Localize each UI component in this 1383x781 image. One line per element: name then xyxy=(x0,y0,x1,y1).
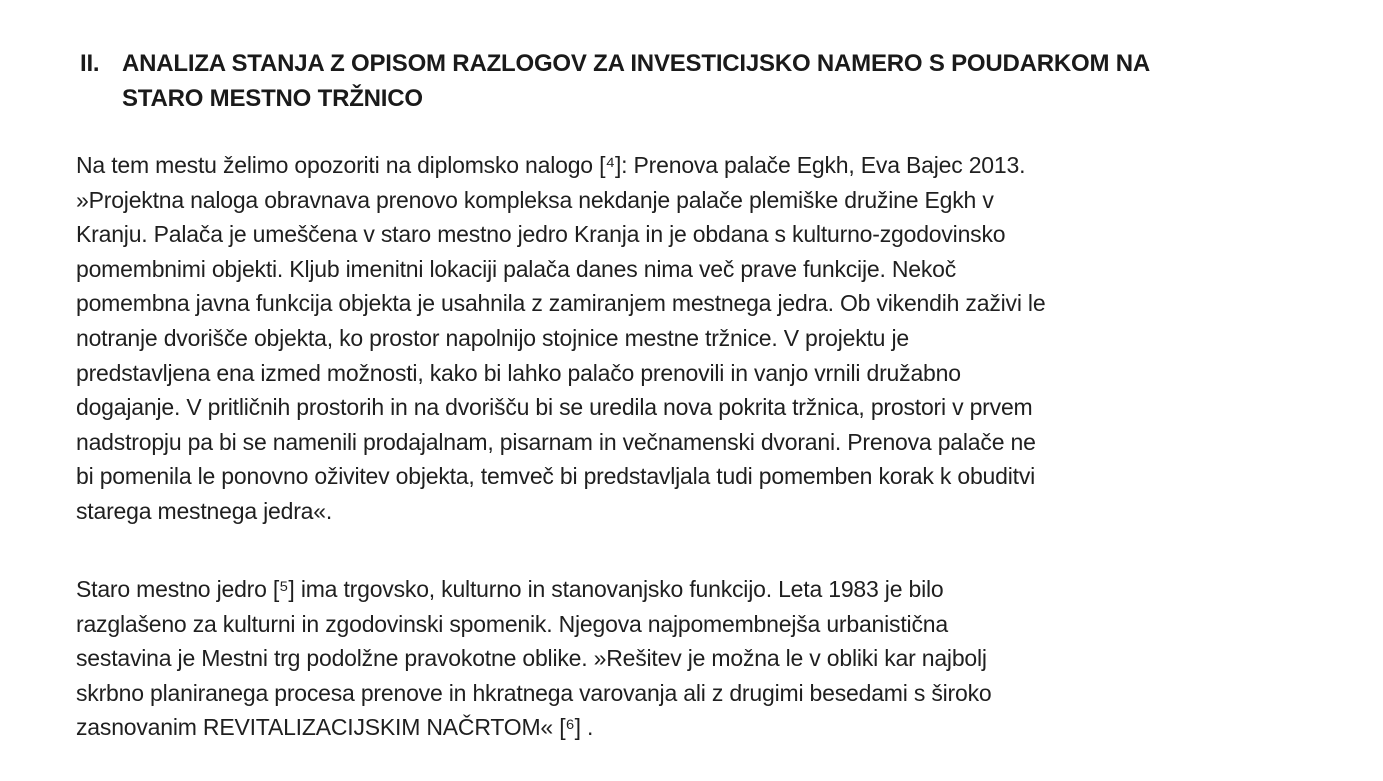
paragraph-egkh-palace xyxy=(76,148,1276,529)
section-heading xyxy=(80,46,1280,116)
paragraph-line: skrbno planiranega procesa prenove in hkratnega varovanja ali z drugimi besedami s široko xyxy=(76,679,992,706)
paragraph-line: notranje dvorišče objekta, ko prostor napolnijo stojnice mestne tržnice. V projektu je xyxy=(76,324,909,351)
paragraph-line: dogajanje. V pritličnih prostorih in na dvorišču bi se uredila nova pokrita tržnica, prostori v prvem xyxy=(76,394,1033,421)
paragraph-line: »Projektna naloga obravnava prenovo kompleksa nekdanje palače plemiške družine Egkh v xyxy=(76,186,994,213)
section-title-line: STARO MESTNO TRŽNICO xyxy=(122,85,423,112)
paragraph-line: pomembnimi objekti. Kljub imenitni lokaciji palača danes nima več prave funkcije. Nekoč xyxy=(76,255,957,282)
paragraph-line: pomembna javna funkcija objekta je usahnila z zamiranjem mestnega jedra. Ob vikendih zaživi le xyxy=(76,290,1046,317)
paragraph-line: razglašeno za kulturni in zgodovinski spomenik. Njegova najpomembnejša urbanistična xyxy=(76,610,948,637)
section-title xyxy=(122,46,1280,116)
paragraph-line: starega mestnega jedra«. xyxy=(76,497,333,524)
paragraph-line: Na tem mestu želimo opozoriti na diplomsko nalogo [⁴]: Prenova palače Egkh, Eva Bajec 2013. xyxy=(76,152,1026,178)
paragraph-line: nadstropju pa bi se namenili prodajalnam, pisarnam in večnamenski dvorani. Prenova palače ne xyxy=(76,428,1036,455)
section-number: II. xyxy=(80,50,100,77)
section-title-line: ANALIZA STANJA Z OPISOM RAZLOGOV ZA INVESTICIJSKO NAMERO S POUDARKOM NA xyxy=(122,50,1151,77)
paragraph-line: sestavina je Mestni trg podolžne pravokotne oblike. »Rešitev je možna le v obliki kar najbolj xyxy=(76,645,987,672)
paragraph-line: Staro mestno jedro [⁵] ima trgovsko, kulturno in stanovanjsko funkcijo. Leta 1983 je bilo xyxy=(76,576,944,602)
paragraph-line: predstavljena ena izmed možnosti, kako bi lahko palačo prenovili in vanjo vrnili družabno xyxy=(76,359,961,386)
paragraph-line: Kranju. Palača je umeščena v staro mestno jedro Kranja in je obdana s kulturno-zgodovinsko xyxy=(76,221,1006,248)
paragraph-line: bi pomenila le ponovno oživitev objekta, temveč bi predstavljala tudi pomemben korak k obuditvi xyxy=(76,463,1036,490)
paragraph-old-town-core xyxy=(76,572,1276,745)
paragraph-line: zasnovanim REVITALIZACIJSKIM NAČRTOM« [⁶] . xyxy=(76,714,594,741)
